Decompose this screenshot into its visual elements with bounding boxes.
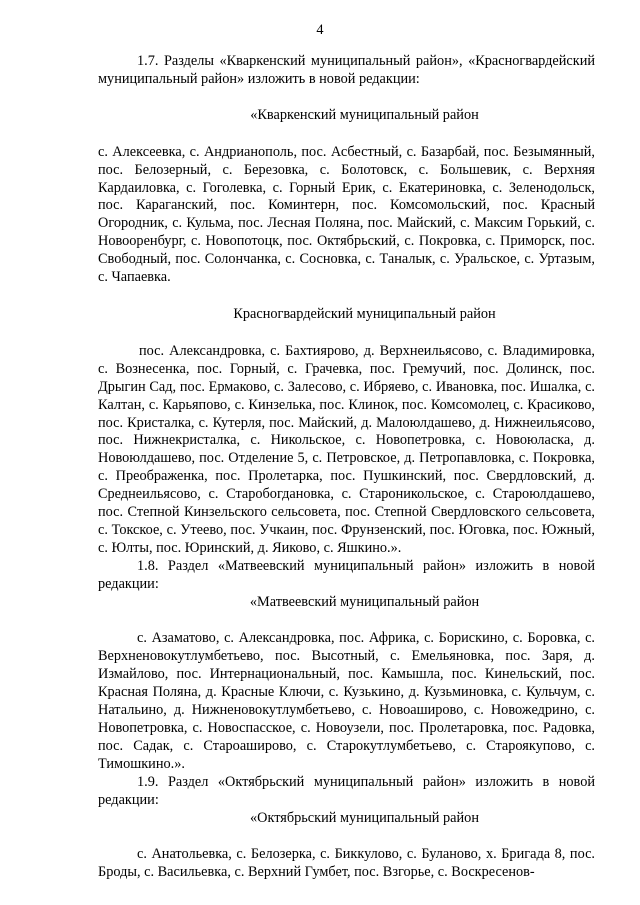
section-text: с. Анатольевка, с. Белозерка, с. Биккулово, с. Буланово, х. Бригада 8, пос. Броды, с. Васильевка, с. Верхний Гумбет, пос. Взгорье, с. Воскресенов- bbox=[98, 846, 595, 881]
section-heading: Красногвардейский муниципальный район bbox=[233, 305, 496, 322]
page-number: 4 bbox=[316, 22, 324, 38]
item-intro: 1.8. Раздел «Матвеевский муниципальный район» изложить в новой редакции: bbox=[98, 557, 595, 592]
section-text: с. Азаматово, с. Александровка, пос. Африка, с. Борискино, с. Боровка, с. Верхненовокутлумбетьево, пос. Высотный, с. Емельяновка, пос. Заря, д. Измайлово, пос. Интернациональный, пос. Камышла, пос. Кинельский, пос. Красная Поляна, д. Красные Ключи, с. Кузькино, д. Кузьминовка, с. Кульчум, с. Натальино, д. Нижненовокутлумбетьево, с. Новоаширово, с. Новожедрино, с. Новопетровка, с. Новоспасское, с. Новоузели, пос. Пролетаровка, пос. Радовка, пос. Садак, с. Староаширово, с. Старокутлумбетьево, с. Староякупово, с. Тимошкино.». bbox=[98, 630, 595, 772]
item-intro: 1.9. Раздел «Октябрьский муниципальный район» изложить в новой редакции: bbox=[98, 773, 595, 808]
section-text: с. Алексеевка, с. Андрианополь, пос. Асбестный, с. Базарбай, пос. Безымянный, пос. Белозерный, с. Березовка, с. Болотовск, с. Большевик, с. Верхняя Кардаиловка, с. Гоголевка, с. Горный Ерик, с. Екатериновка, с. Зеленодольск, пос. Караганский, пос. Коминтерн, пос. Комсомольский, пос. Красный Огородник, с. Кульма, пос. Лесная Поляна, пос. Майский, с. Максим Горький, с. Новооренбург, с. Новопотоцк, пос. Октябрьский, с. Покровка, с. Приморск, пос. Свободный, пос. Солончанка, с. Сосновка, с. Таналык, с. Уральское, с. Уртазым, с. Чапаевка. bbox=[98, 143, 595, 286]
section-text: пос. Александровка, с. Бахтиярово, д. Верхнеильясово, с. Владимировка, с. Вознесенка, пос. Горный, с. Грачевка, пос. Гремучий, пос. Долинск, пос. Дрыгин Сад, пос. Ермаково, с. Залесово, с. Ибряево, с. Ивановка, пос. Ишалка, с. Калтан, с. Карьяпово, с. Кинзелька, пос. Клинок, пос. Комсомолец, с. Красиково, пос. Кристалка, с. Кутерля, пос. Майский, д. Малоюлдашево, д. Нижнеильясово, пос. Нижнекристалка, с. Никольское, с. Новопетровка, с. Новоюласка, д. Новоюлдашево, пос. Отделение 5, с. Петровское, д. Петропавловка, с. Покровка, с. Преображенка, пос. Пролетарка, пос. Пушкинский, пос. Свердловский, д. Среднеильясово, с. Старобогдановка, с. Староникольское, с. Староюлдашево, пос. Степной Кинзельского сельсовета, пос. Степной Свердловского сельсовета, с. Токское, с. Утеево, пос. Учкаин, пос. Фрунзенский, пос. Юговка, пос. Южный, с. Юлты, пос. Юринский, д. Яиково, с. Яшкино.». bbox=[98, 342, 595, 556]
section-heading: «Матвеевский муниципальный район bbox=[249, 593, 480, 610]
item-intro: 1.7. Разделы «Кваркенский муниципальный район», «Красногвардейский муниципальный район» изложить в новой редакции: bbox=[98, 53, 595, 87]
section-heading: «Октябрьский муниципальный район bbox=[250, 809, 479, 826]
page-content bbox=[98, 53, 595, 882]
section-heading: «Кваркенский муниципальный район bbox=[250, 106, 479, 123]
